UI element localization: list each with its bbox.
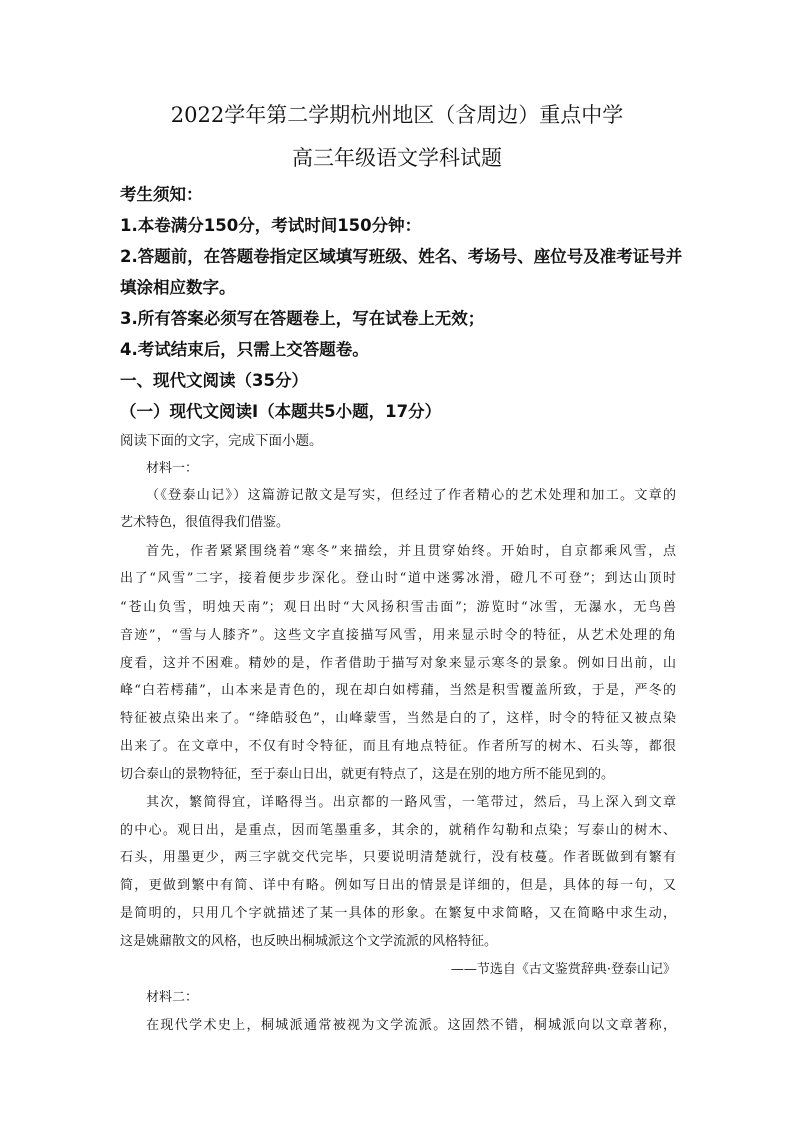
notice-item-1: 1.本卷满分150分，考试时间150分钟： [120,216,422,235]
subsection-heading: （一）现代文阅读Ⅰ（本题共5小题，17分） [120,402,442,421]
material2-line: 在现代学术史上，桐城派通常被视为文学流派。这固然不错，桐城派向以文章著称， [146,1018,676,1033]
material1-line: 的中心。观日出，是重点，因而笔墨重多，其余的，就稍作勾勒和点染；写泰山的树木、 [120,823,676,838]
notice-heading: 考生须知： [120,185,203,204]
material1-line: 峰“白若樗蒱”，山本来是青色的，现在却白如樗蒱，当然是积雪覆盖所致，于是，严冬的 [120,683,676,698]
exam-title-line2: 高三年级语文学科试题 [292,146,502,170]
material1-line: 出了“风雪”二字，接着便步步深化。登山时“道中迷雾冰滑，磴几不可登”；到达山顶时 [120,571,676,586]
material1-line: 这是姚鼐散文的风格，也反映出桐城派这个文学流派的风格特征。 [120,934,498,949]
material1-line: 出来了。在文章中，不仅有时令特征，而且有地点特征。作者所写的树木、石头等，都很 [120,739,676,754]
instruction-text: 阅读下面的文字，完成下面小题。 [120,433,323,449]
material1-line: 是简明的，只用几个字就描述了某一具体的形象。在繁复中求简略，又在简略中求生动， [120,906,676,921]
notice-item-2: 2.答题前，在答题卷指定区域填写班级、姓名、考场号、座位号及准考证号并 [120,247,683,266]
material1-line: 简，更做到繁中有简、详中有略。例如写日出的情景是详细的，但是，具体的每一句，又 [120,878,676,893]
notice-item-3: 3.所有答案必须写在答题卷上，写在试卷上无效； [120,309,485,328]
material2-label: 材料二： [146,990,199,1005]
material1-label: 材料一： [146,461,199,476]
notice-item-2-cont: 填涂相应数字。 [120,278,236,297]
material1-line: 特征被点染出来了。“绛皓驳色”，山峰蒙雪，当然是白的了，这样，时令的特征又被点染 [120,711,676,726]
section-heading: 一、现代文阅读（35分） [120,371,308,390]
material1-line: 艺术特色，很值得我们借鉴。 [120,515,290,530]
material1-line: 音迹”，“雪与人膝齐”。这些文字直接描写风雪，用来显示时令的特征，从艺术处理的角 [120,628,676,643]
notice-item-4: 4.考试结束后，只需上交答题卷。 [120,340,369,359]
material1-line: 切合泰山的景物特征，至于泰山日出，就更有特点了，这是在别的地方所不能见到的。 [120,767,615,782]
material1-line: 石头，用墨更少，两三字就交代完毕，只要说明清楚就行，没有枝蔓。作者既做到有繁有 [120,850,676,865]
material1-source: ——节选自《古文鉴赏辞典·登泰山记》 [450,962,676,977]
material1-line: 其次，繁简得宜，详略得当。出京都的一路风雪，一笔带过，然后，马上深入到文章 [146,795,676,810]
material1-line: 度看，这并不困难。精妙的是，作者借助于描写对象来显示寒冬的景象。例如日出前，山 [120,656,676,671]
material1-line: （《登泰山记》）这篇游记散文是写实，但经过了作者精心的艺术处理和加工。文章的 [146,488,676,503]
exam-title-line1: 2022学年第二学期杭州地区（含周边）重点中学 [170,103,624,127]
material1-line: 首先，作者紧紧围绕着“寒冬”来描绘，并且贯穿始终。开始时，自京都乘风雪，点 [146,544,676,559]
material1-line: “苍山负雪，明烛天南”；观日出时“大风扬积雪击面”；游览时“冰雪，无瀑水，无鸟兽 [120,600,676,615]
